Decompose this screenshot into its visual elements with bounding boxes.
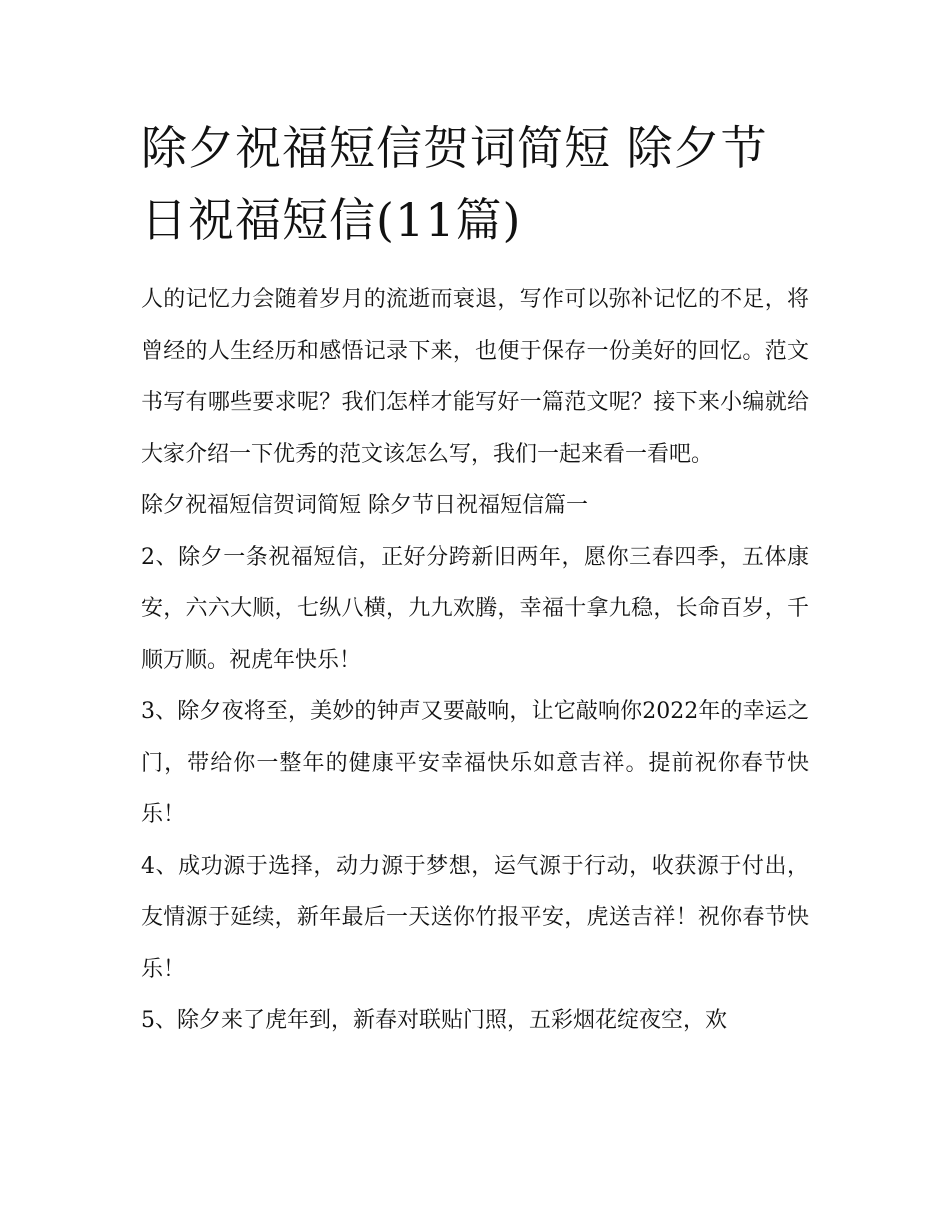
list-item: 4、成功源于选择，动力源于梦想，运气源于行动，收获源于付出，友情源于延续，新年最后一天送你竹报平安，虎送吉祥！祝你春节快乐！ bbox=[141, 853, 809, 982]
section-heading: 除夕祝福短信贺词简短 除夕节日祝福短信篇一 bbox=[141, 493, 588, 518]
list-item: 5、除夕来了虎年到，新春对联贴门照，五彩烟花绽夜空，欢 bbox=[141, 1008, 727, 1033]
document-body bbox=[141, 112, 809, 1047]
list-item: 2、除夕一条祝福短信，正好分跨新旧两年，愿你三春四季，五体康安，六六大顺，七纵八横，九九欢腾，幸福十拿九稳，长命百岁，千顺万顺。祝虎年快乐！ bbox=[141, 544, 809, 673]
list-item: 3、除夕夜将至，美妙的钟声又要敲响，让它敲响你2022年的幸运之门，带给你一整年的健康平安幸福快乐如意吉祥。提前祝你春节快乐！ bbox=[141, 699, 809, 827]
document-title: 除夕祝福短信贺词简短 除夕节日祝福短信(11篇) bbox=[141, 121, 768, 247]
intro-paragraph: 人的记忆力会随着岁月的流逝而衰退，写作可以弥补记忆的不足，将曾经的人生经历和感悟记录下来，也便于保存一份美好的回忆。范文书写有哪些要求呢？我们怎样才能写好一篇范文呢？接下来小编就给大家介绍一下优秀的范文该怎么写，我们一起来看一看吧。 bbox=[141, 287, 809, 467]
